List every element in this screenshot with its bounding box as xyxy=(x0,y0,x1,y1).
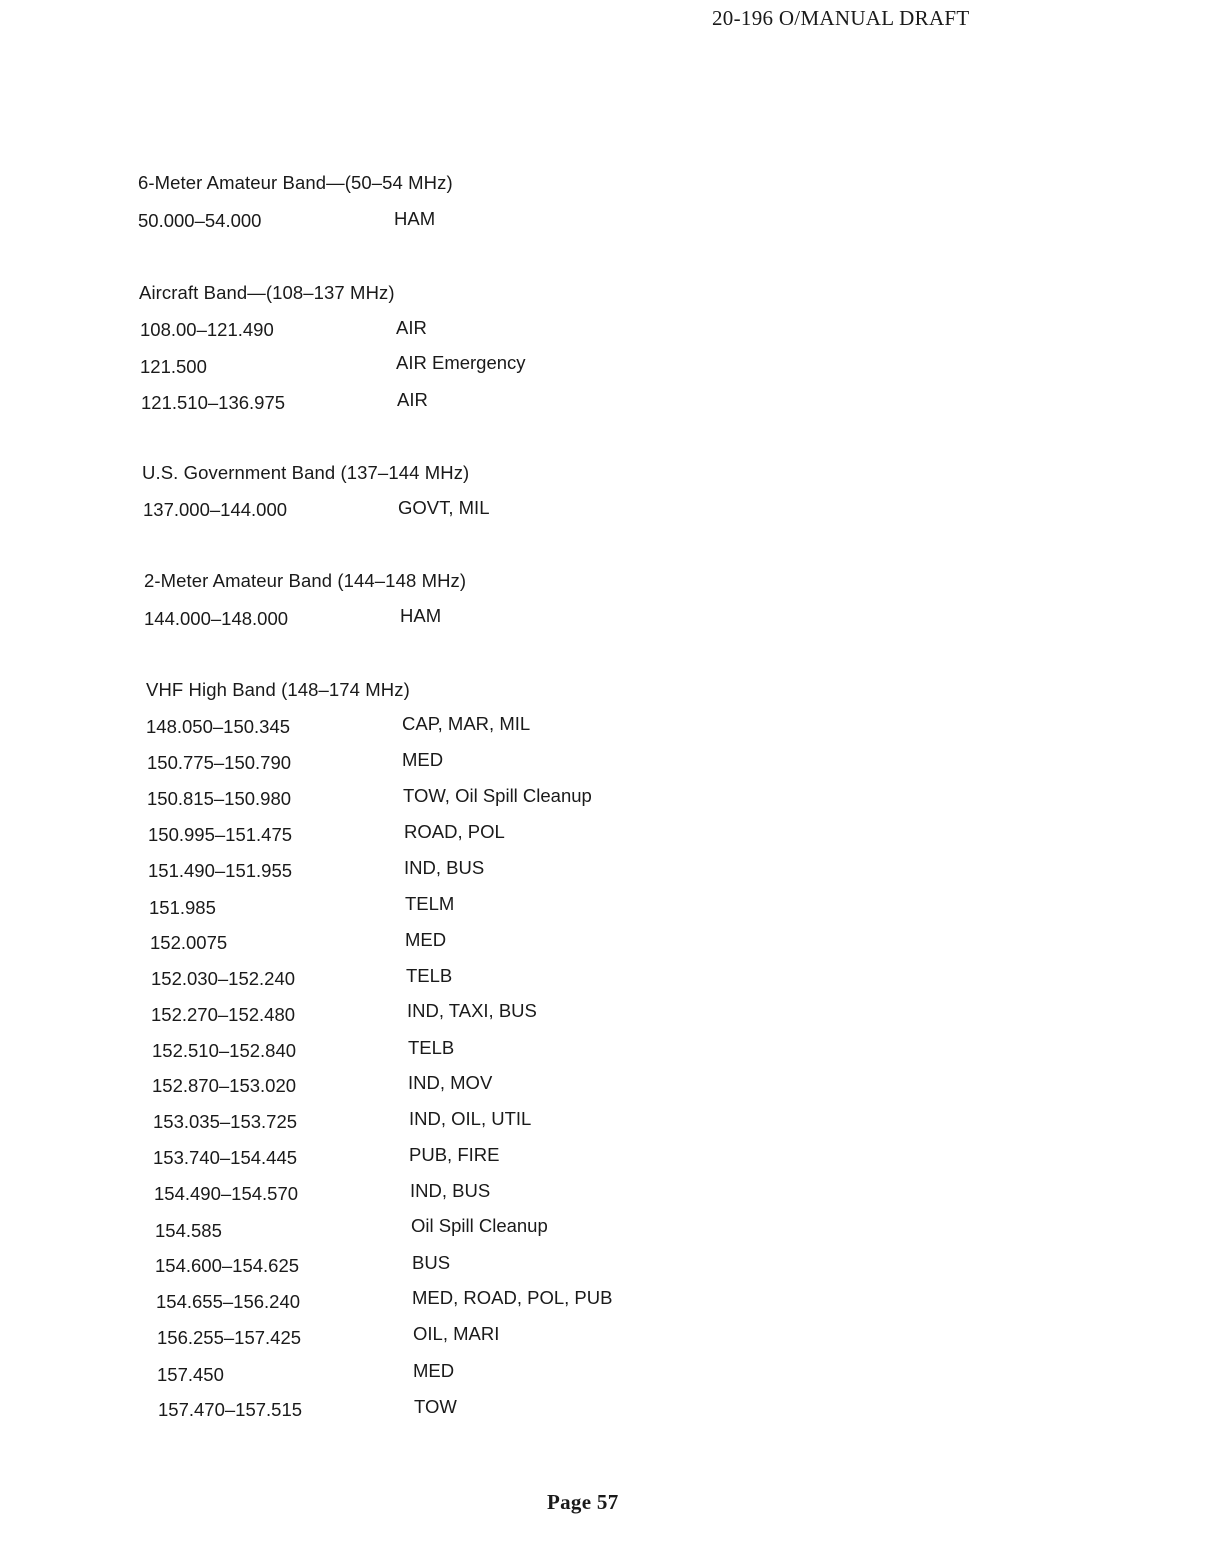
frequency-range: 152.030–152.240 xyxy=(151,968,296,989)
frequency-range: 152.270–152.480 xyxy=(151,1004,296,1025)
frequency-range: 150.775–150.790 xyxy=(147,752,292,773)
frequency-range: 150.815–150.980 xyxy=(147,788,292,809)
service-code: HAM xyxy=(394,208,436,229)
service-code: ROAD, POL xyxy=(404,821,505,842)
service-code: TOW xyxy=(414,1396,457,1417)
service-code: CAP, MAR, MIL xyxy=(402,713,531,734)
service-code: IND, BUS xyxy=(410,1180,491,1201)
service-code: MED, ROAD, POL, PUB xyxy=(412,1287,613,1308)
service-code: TELB xyxy=(408,1037,455,1058)
service-code: IND, TAXI, BUS xyxy=(407,1000,537,1021)
frequency-range: 151.985 xyxy=(149,897,216,918)
section-title: 6-Meter Amateur Band—(50–54 MHz) xyxy=(138,172,453,193)
frequency-range: 153.035–153.725 xyxy=(153,1111,298,1132)
frequency-range: 108.00–121.490 xyxy=(140,319,274,340)
service-code: IND, MOV xyxy=(408,1072,493,1093)
service-code: MED xyxy=(413,1360,455,1381)
frequency-range: 157.470–157.515 xyxy=(158,1399,303,1420)
service-code: HAM xyxy=(400,605,442,626)
service-code: AIR xyxy=(396,317,427,338)
service-code: AIR xyxy=(397,389,428,410)
service-code: Oil Spill Cleanup xyxy=(411,1215,548,1236)
frequency-range: 152.0075 xyxy=(150,932,228,953)
frequency-range: 154.600–154.625 xyxy=(155,1255,300,1276)
frequency-range: 50.000–54.000 xyxy=(138,210,262,231)
frequency-range: 152.510–152.840 xyxy=(152,1040,297,1061)
service-code: OIL, MARI xyxy=(413,1323,500,1344)
page-header: 20-196 O/MANUAL DRAFT xyxy=(712,6,970,30)
service-code: TELM xyxy=(405,893,455,914)
service-code: BUS xyxy=(412,1252,451,1273)
frequency-range: 153.740–154.445 xyxy=(153,1147,298,1168)
frequency-range: 144.000–148.000 xyxy=(144,608,289,629)
service-code: AIR Emergency xyxy=(396,352,526,373)
page-number: Page 57 xyxy=(547,1490,619,1514)
service-code: IND, BUS xyxy=(404,857,485,878)
frequency-range: 121.500 xyxy=(140,356,207,377)
section-title: U.S. Government Band (137–144 MHz) xyxy=(142,462,470,483)
frequency-range: 156.255–157.425 xyxy=(157,1327,302,1348)
frequency-range: 154.490–154.570 xyxy=(154,1183,299,1204)
service-code: PUB, FIRE xyxy=(409,1144,500,1165)
frequency-range: 148.050–150.345 xyxy=(146,716,291,737)
service-code: GOVT, MIL xyxy=(398,497,490,518)
frequency-range: 154.585 xyxy=(155,1220,222,1241)
frequency-range: 152.870–153.020 xyxy=(152,1075,297,1096)
frequency-range: 121.510–136.975 xyxy=(141,392,286,413)
frequency-range: 150.995–151.475 xyxy=(148,824,293,845)
section-title: VHF High Band (148–174 MHz) xyxy=(146,679,410,700)
section-title: Aircraft Band—(108–137 MHz) xyxy=(139,282,395,303)
frequency-range: 157.450 xyxy=(157,1364,224,1385)
service-code: IND, OIL, UTIL xyxy=(409,1108,532,1129)
service-code: TOW, Oil Spill Cleanup xyxy=(403,785,592,806)
service-code: MED xyxy=(405,929,447,950)
section-title: 2-Meter Amateur Band (144–148 MHz) xyxy=(144,570,467,591)
service-code: TELB xyxy=(406,965,453,986)
frequency-range: 151.490–151.955 xyxy=(148,860,293,881)
service-code: MED xyxy=(402,749,444,770)
frequency-range: 137.000–144.000 xyxy=(143,499,288,520)
frequency-range: 154.655–156.240 xyxy=(156,1291,301,1312)
